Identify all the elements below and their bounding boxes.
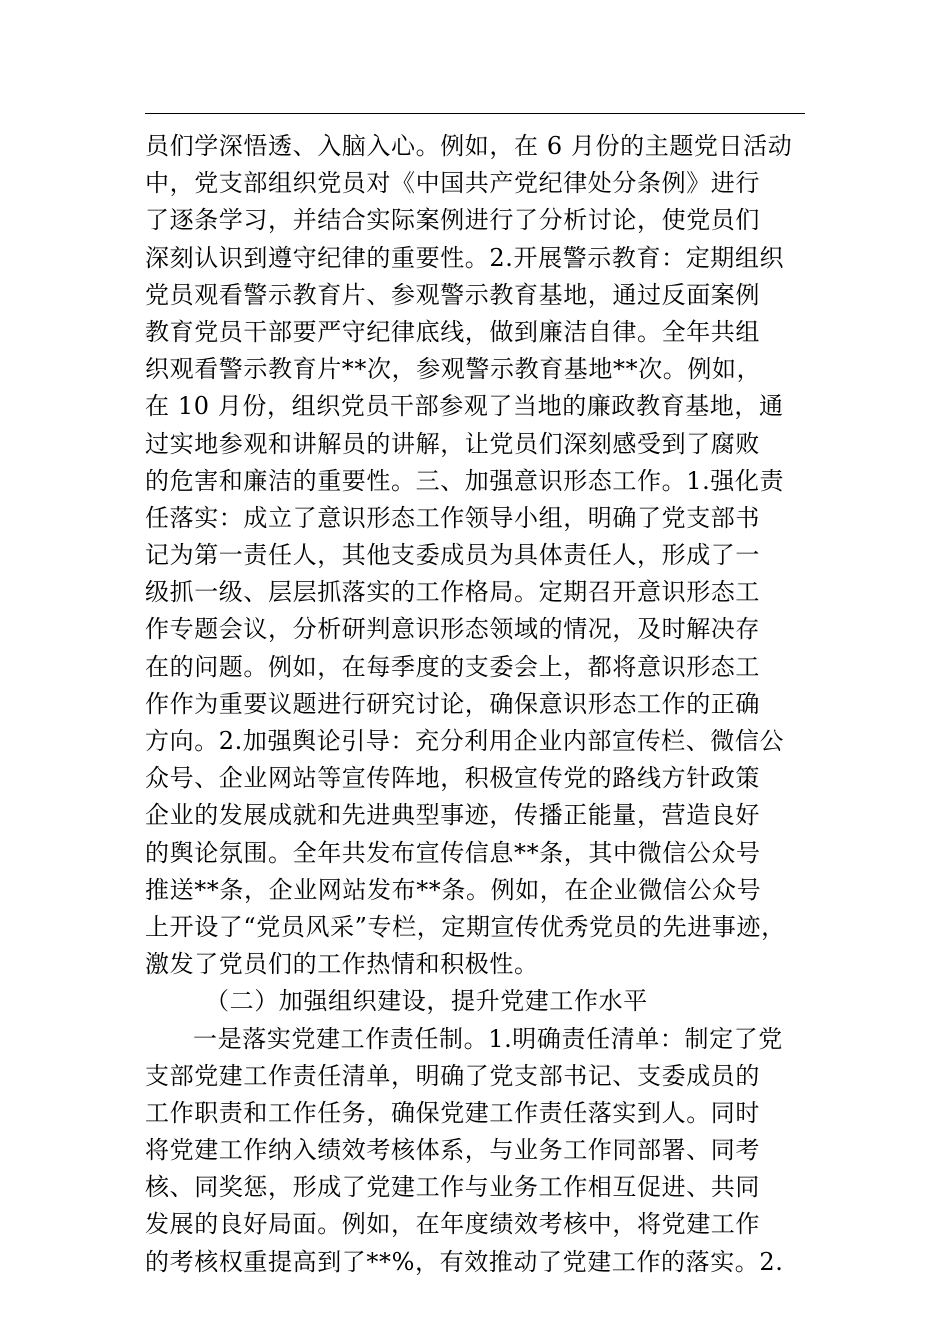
text-line: 企业的发展成就和先进典型事迹，传播正能量，营造良好 [145,801,760,830]
text-line: 的危害和廉洁的重要性。三、加强意识形态工作。1.强化责 [145,466,785,495]
text-line: 众号、企业网站等宣传阵地，积极宣传党的路线方针政策 [145,764,760,793]
text-line: 任落实：成立了意识形态工作领导小组，明确了党支部书 [145,503,760,532]
text-line: 作作为重要议题进行研究讨论，确保意识形态工作的正确 [145,689,760,718]
text-line: 织观看警示教育片**次，参观警示教育基地**次。例如， [145,355,762,384]
text-line: 将党建工作纳入绩效考核体系，与业务工作同部署、同考 [145,1136,760,1165]
text-line: 记为第一责任人，其他支委成员为具体责任人，形成了一 [145,541,760,570]
text-line: 在 10 月份，组织党员干部参观了当地的廉政教育基地，通 [145,392,784,421]
text-line: 支部党建工作责任清单，明确了党支部书记、支委成员的 [145,1061,760,1090]
document-body [145,128,825,1281]
text-line: 深刻认识到遵守纪律的重要性。2.开展警示教育：定期组织 [145,243,785,272]
text-line: 教育党员干部要严守纪律底线，做到廉洁自律。全年共组 [145,317,760,346]
text-line: 激发了党员们的工作热情和积极性。 [145,950,539,979]
text-line: 的考核权重提高到了**%，有效推动了党建工作的落实。2. [145,1247,784,1276]
text-line: 中，党支部组织党员对《中国共产党纪律处分条例》进行 [145,169,760,198]
text-line: 级抓一级、层层抓落实的工作格局。定期召开意识形态工 [145,578,760,607]
text-line: 发展的良好局面。例如，在年度绩效考核中，将党建工作 [145,1210,760,1239]
header-rule [145,113,805,114]
text-line: 核、同奖惩，形成了党建工作与业务工作相互促进、共同 [145,1173,760,1202]
text-line: 员们学深悟透、入脑入心。例如，在 6 月份的主题党日活动 [145,132,793,160]
text-line: 方向。2.加强舆论引导：充分利用企业内部宣传栏、微信公 [145,727,785,755]
text-line: 党员观看警示教育片、参观警示教育基地，通过反面案例 [145,280,760,309]
text-line: 了逐条学习，并结合实际案例进行了分析讨论，使党员们 [145,206,760,235]
text-line: 上开设了“党员风采”专栏，定期宣传优秀党员的先进事迹， [145,912,786,941]
text-line: 工作职责和工作任务，确保党建工作责任落实到人。同时 [145,1098,760,1127]
text-line: 推送**条，企业网站发布**条。例如，在企业微信公众号 [145,875,762,904]
text-line: 过实地参观和讲解员的讲解，让党员们深刻感受到了腐败 [145,429,760,458]
text-line: 在的问题。例如，在每季度的支委会上，都将意识形态工 [145,652,760,681]
text-line: 作专题会议，分析研判意识形态领域的情况，及时解决存 [145,615,760,644]
text-line: 的舆论氛围。全年共发布宣传信息**条，其中微信公众号 [145,838,761,867]
paragraph-first-line: 一是落实党建工作责任制。1.明确责任清单：制定了党 [193,1024,783,1053]
section-heading: （二）加强组织建设，提升党建工作水平 [205,987,648,1016]
